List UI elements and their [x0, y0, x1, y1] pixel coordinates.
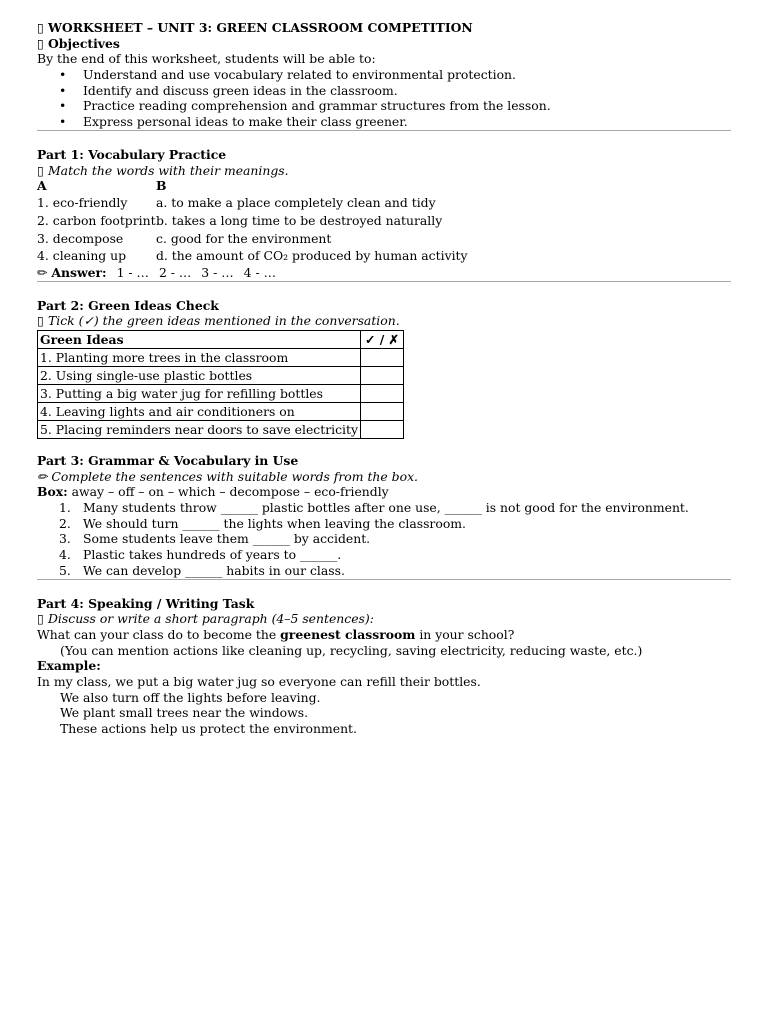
missing-glyph-icon: ▯ — [37, 611, 44, 627]
column-b-label: B — [156, 178, 167, 194]
pencil-icon: ✏ — [37, 264, 48, 280]
part3-instruction: ✏ Complete the sentences with suitable words from the box. — [37, 468, 418, 484]
sentence-list — [37, 500, 731, 578]
answer-label: Answer: — [51, 264, 107, 280]
table-header-tick: ✓ / ✗ — [360, 331, 403, 349]
part4-heading: Part 4: Speaking / Writing Task — [37, 595, 255, 611]
tick-cell[interactable] — [360, 349, 403, 367]
tick-cell[interactable] — [360, 403, 403, 421]
tick-cell[interactable] — [360, 367, 403, 385]
example-line: In my class, we put a big water jug so everyone can refill their bottles. — [37, 673, 481, 689]
box-label: Box: — [37, 484, 68, 500]
match-row: 1. eco-friendly a. to make a place completely clean and tidy — [37, 195, 436, 211]
table-row: 2. Using single-use plastic bottles — [38, 367, 404, 385]
missing-glyph-icon: ▯ — [37, 35, 44, 51]
table-header-row — [38, 331, 404, 349]
worksheet-title: ▯ WORKSHEET – UNIT 3: GREEN CLASSROOM COMPETITION — [37, 20, 473, 35]
answer-line — [37, 265, 731, 281]
part2-heading: Part 2: Green Ideas Check — [37, 297, 219, 313]
list-item: 1. Many students throw ______ plastic bottles after one use, ______ is not good for the environment. — [59, 500, 689, 516]
example-line: We also turn off the lights before leaving. — [60, 689, 321, 705]
pencil-icon: ✏ — [37, 468, 48, 484]
word-box — [37, 484, 731, 500]
match-header — [37, 178, 731, 194]
table-header-ideas: Green Ideas — [38, 331, 361, 349]
tick-cell[interactable] — [360, 421, 403, 439]
objectives-heading: ▯ Objectives — [37, 35, 120, 51]
example-line: We plant small trees near the windows. — [60, 705, 309, 721]
part3-heading: Part 3: Grammar & Vocabulary in Use — [37, 453, 299, 468]
match-row: 2. carbon footprint b. takes a long time to be destroyed naturally — [37, 212, 443, 228]
part1-heading: Part 1: Vocabulary Practice — [37, 146, 227, 162]
objective-item: • Express personal ideas to make their class greener. — [37, 114, 731, 130]
missing-glyph-icon: ▯ — [37, 162, 44, 178]
answer-slot[interactable]: 4 - … — [243, 264, 276, 280]
part4-question: What can your class do to become the greenest classroom in your school? — [37, 626, 515, 642]
column-a-label: A — [37, 178, 47, 194]
example-label: Example: — [37, 658, 101, 674]
answer-slot[interactable]: 3 - … — [201, 264, 234, 280]
list-item: 3. Some students leave them ______ by accident. — [59, 531, 371, 547]
part1-instruction: ▯ Match the words with their meanings. — [37, 162, 289, 178]
table-row: 5. Placing reminders near doors to save electricity — [38, 421, 404, 439]
answer-slot[interactable]: 1 - … — [116, 264, 149, 280]
part4-instruction: ▯ Discuss or write a short paragraph (4–5 sentences): — [37, 611, 374, 627]
part4-hint: (You can mention actions like cleaning up, recycling, saving electricity, reducing waste, etc.) — [60, 642, 643, 658]
tick-cell[interactable] — [360, 385, 403, 403]
part2-instruction: ▯ Tick (✓) the green ideas mentioned in the conversation. — [37, 313, 400, 329]
box-words: away – off – on – which – decompose – eco-friendly — [71, 484, 389, 500]
table-row: 4. Leaving lights and air conditioners on — [38, 403, 404, 421]
list-item: 4. Plastic takes hundreds of years to ______. — [59, 547, 342, 563]
match-row: 3. decompose c. good for the environment — [37, 230, 332, 246]
missing-glyph-icon: ▯ — [37, 20, 44, 35]
objective-item: • Practice reading comprehension and grammar structures from the lesson. — [37, 98, 731, 114]
green-ideas-table — [37, 330, 404, 439]
answer-slot[interactable]: 2 - … — [158, 264, 192, 280]
table-row: 1. Planting more trees in the classroom — [38, 349, 404, 367]
worksheet-page — [37, 20, 731, 737]
list-item: 2. We should turn ______ the lights when leaving the classroom. — [59, 515, 466, 531]
objectives-list — [37, 67, 731, 130]
match-row: 4. cleaning up d. the amount of CO₂ produced by human activity — [37, 248, 468, 264]
list-item: 5. We can develop ______ habits in our class. — [59, 562, 345, 578]
objectives-intro: By the end of this worksheet, students will be able to: — [37, 51, 376, 67]
objective-item: • Identify and discuss green ideas in the classroom. — [37, 83, 731, 99]
example-line: These actions help us protect the environment. — [60, 721, 357, 736]
table-row: 3. Putting a big water jug for refilling bottles — [38, 385, 404, 403]
objective-item: • Understand and use vocabulary related to environmental protection. — [37, 67, 731, 83]
missing-glyph-icon: ▯ — [37, 313, 44, 329]
